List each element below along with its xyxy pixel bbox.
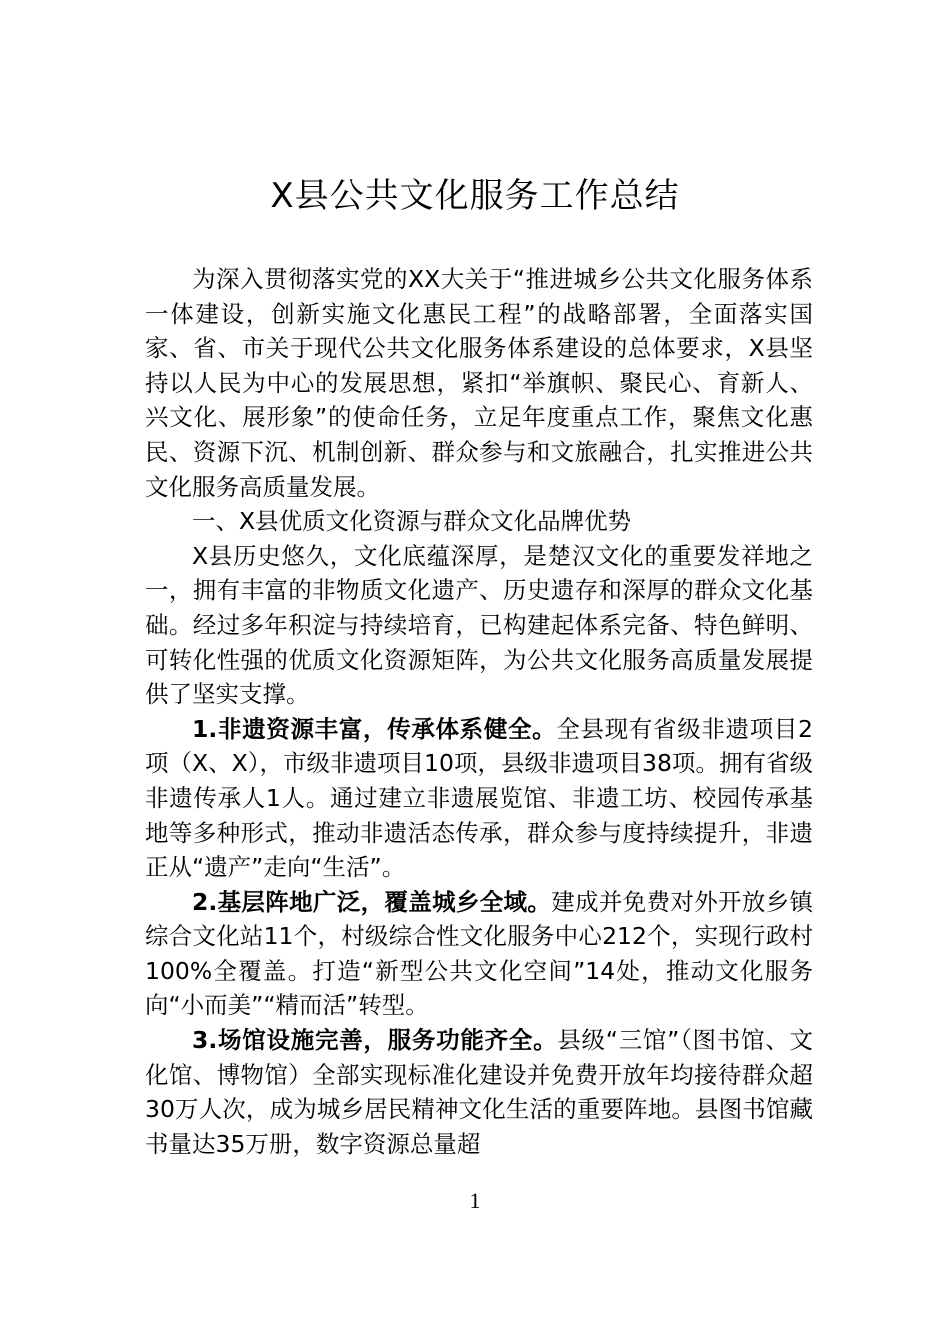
item-lead: 2.基层阵地广泛，覆盖城乡全域。 bbox=[192, 887, 552, 916]
page-number: 1 bbox=[469, 1188, 481, 1213]
list-item-2 bbox=[145, 885, 813, 1023]
intro-paragraph: 为深入贯彻落实党的XX大关于“推进城乡公共文化服务体系一体建设，创新实施文化惠民工程”的战略部署，全面落实国家、省、市关于现代公共文化服务体系建设的总体要求，X县坚持以人民为中心的发展思想，紧扣“举旗帜、聚民心、育新人、兴文化、展形象”的使命任务，立足年度重点工作，聚焦文化惠民、资源下沉、机制创新、群众参与和文旅融合，扎实推进公共文化服务高质量发展。 bbox=[145, 265, 813, 501]
item-lead: 1.非遗资源丰富，传承体系健全。 bbox=[192, 714, 557, 743]
item-text: 县级“三馆”（图书馆、文化馆、博物馆）全部实现标准化建设并免费开放年均接待群众超30万人次，成为城乡居民精神文化生活的重要阵地。县图书馆藏书量达35万册，数字资源总量超 bbox=[145, 1026, 813, 1158]
section-heading: 一、X县优质文化资源与群众文化品牌优势 bbox=[192, 507, 632, 536]
item-lead: 3.场馆设施完善，服务功能齐全。 bbox=[192, 1026, 558, 1055]
document-body bbox=[145, 262, 813, 1161]
section-paragraph: X县历史悠久，文化底蕴深厚，是楚汉文化的重要发祥地之一，拥有丰富的非物质文化遗产、历史遗存和深厚的群众文化基础。经过多年积淀与持续培育，已构建起体系完备、特色鲜明、可转化性强的优质文化资源矩阵，为公共文化服务高质量发展提供了坚实支撑。 bbox=[145, 541, 813, 709]
item-text: 全县现有省级非遗项目2项（X、X），市级非遗项目10项，县级非遗项目38项。拥有省级非遗传承人1人。通过建立非遗展览馆、非遗工坊、校园传承基地等多种形式，推动非遗活态传承，群众参与度持续提升，非遗正从“遗产”走向“生活”。 bbox=[145, 714, 814, 882]
list-item-3 bbox=[145, 1023, 813, 1161]
document-title: X县公共文化服务工作总结 bbox=[270, 176, 680, 216]
item-text: 建成并免费对外开放乡镇综合文化站11个，村级综合性文化服务中心212个，实现行政村100%全覆盖。打造“新型公共文化空间”14处，推动文化服务向“小而美”“精而活”转型。 bbox=[145, 887, 814, 1020]
list-item-1 bbox=[145, 712, 813, 885]
